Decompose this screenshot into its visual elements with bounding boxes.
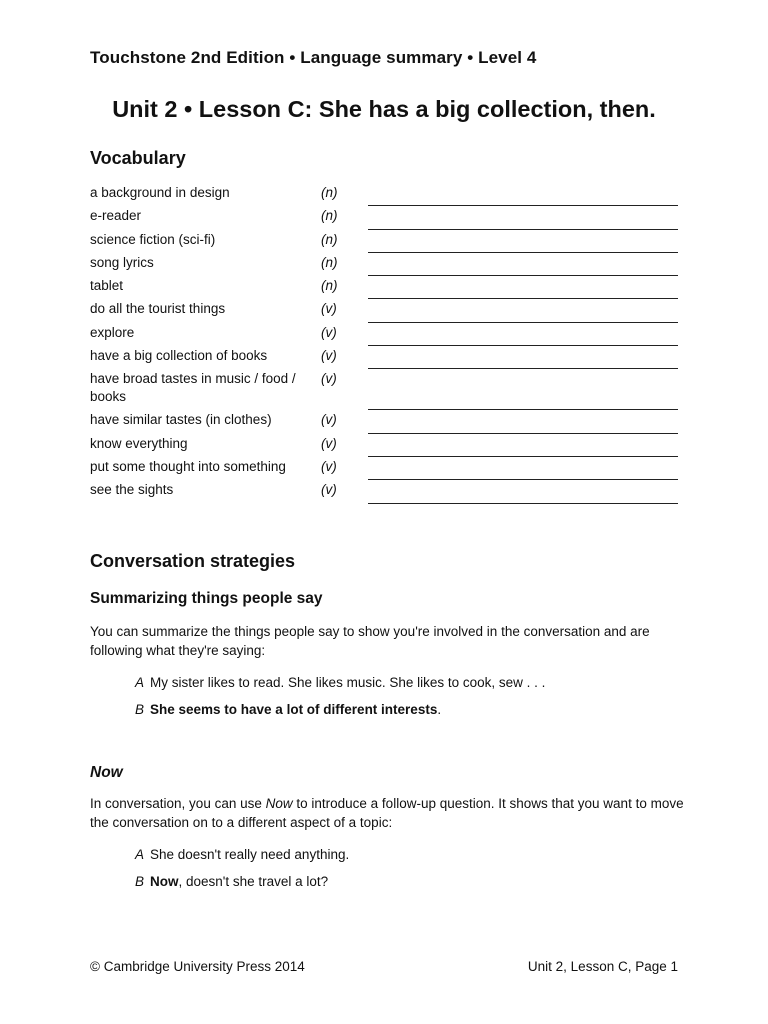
vocabulary-term: song lyrics <box>90 254 154 270</box>
vocabulary-row <box>90 411 690 434</box>
vocabulary-row <box>90 300 690 323</box>
summarizing-example-a <box>135 675 545 690</box>
part-of-speech: (v) <box>321 412 337 428</box>
vocabulary-term: have similar tastes (in clothes) <box>90 412 272 428</box>
answer-line[interactable] <box>368 479 678 480</box>
part-of-speech: (n) <box>321 185 338 200</box>
answer-line[interactable] <box>368 229 678 230</box>
part-of-speech: (v) <box>321 458 337 474</box>
vocabulary-term: see the sights <box>90 482 174 498</box>
now-heading: Now <box>90 764 123 781</box>
vocabulary-term: explore <box>90 324 135 340</box>
example-text: My sister likes to read. She likes music. She likes to cook, sew . . . <box>150 675 546 690</box>
example-text: She doesn't really need anything. <box>150 847 350 862</box>
vocabulary-term: have a big collection of books <box>90 348 268 364</box>
speaker-label: B <box>135 702 145 717</box>
vocabulary-term: tablet <box>90 278 124 294</box>
speaker-label: B <box>135 874 145 889</box>
example-text: , doesn't she travel a lot? <box>178 874 329 889</box>
now-description <box>90 794 690 832</box>
answer-line[interactable] <box>368 409 678 410</box>
answer-line[interactable] <box>368 252 678 253</box>
footer-copyright: © Cambridge University Press 2014 <box>90 959 305 974</box>
answer-line[interactable] <box>368 275 678 276</box>
vocabulary-term: a background in design <box>90 185 230 200</box>
answer-line[interactable] <box>368 205 678 206</box>
example-text: . <box>437 702 442 717</box>
vocabulary-term: do all the tourist things <box>90 301 226 317</box>
answer-line[interactable] <box>368 322 678 323</box>
now-example-b <box>135 874 328 889</box>
vocabulary-row <box>90 231 690 254</box>
now-desc-italic: Now <box>265 796 293 811</box>
summarizing-example-b <box>135 702 441 717</box>
page-title: Unit 2 • Lesson C: She has a big collection, then. <box>112 96 656 122</box>
part-of-speech: (v) <box>321 301 337 317</box>
vocabulary-row <box>90 324 690 347</box>
speaker-label: A <box>135 847 145 862</box>
summarizing-description: You can summarize the things people say to show you're involved in the conversation and are following what they're saying: <box>90 624 650 658</box>
vocabulary-row <box>90 254 690 277</box>
vocabulary-term: science fiction (sci-fi) <box>90 231 216 247</box>
vocabulary-row <box>90 370 690 411</box>
part-of-speech: (v) <box>321 348 337 364</box>
footer-page-info: Unit 2, Lesson C, Page 1 <box>527 959 678 974</box>
example-bold-text: Now <box>150 874 179 889</box>
now-desc-after: to introduce a follow-up question. It shows that you want to move the conversation on to a different aspect of a topic: <box>90 796 684 830</box>
part-of-speech: (n) <box>321 278 338 294</box>
answer-line[interactable] <box>368 298 678 299</box>
vocabulary-row <box>90 184 690 207</box>
part-of-speech: (v) <box>321 482 337 498</box>
speaker-label: A <box>135 675 145 690</box>
answer-line[interactable] <box>368 433 678 434</box>
answer-line[interactable] <box>368 368 678 369</box>
vocabulary-row <box>90 435 690 458</box>
part-of-speech: (v) <box>321 435 337 451</box>
part-of-speech: (v) <box>321 371 337 387</box>
now-example-a <box>135 847 349 862</box>
series-header: Touchstone 2nd Edition • Language summary • Level 4 <box>90 48 537 67</box>
answer-line[interactable] <box>368 503 678 504</box>
vocabulary-term: have broad tastes in music / food / books <box>90 371 296 405</box>
part-of-speech: (v) <box>321 324 337 340</box>
part-of-speech: (n) <box>321 231 338 247</box>
vocabulary-row <box>90 347 690 370</box>
vocabulary-row <box>90 207 690 230</box>
summarizing-heading: Summarizing things people say <box>90 590 323 607</box>
vocabulary-list <box>90 184 690 505</box>
example-bold-text: She seems to have a lot of different interests <box>150 702 438 717</box>
vocabulary-row <box>90 481 690 504</box>
vocabulary-term: know everything <box>90 435 188 451</box>
vocabulary-row <box>90 277 690 300</box>
vocabulary-term: put some thought into something <box>90 458 286 474</box>
now-desc-before: In conversation, you can use <box>90 796 266 811</box>
vocabulary-term: e-reader <box>90 208 142 224</box>
vocabulary-heading: Vocabulary <box>90 148 186 168</box>
part-of-speech: (n) <box>321 208 338 224</box>
part-of-speech: (n) <box>321 254 338 270</box>
answer-line[interactable] <box>368 456 678 457</box>
conversation-strategies-heading: Conversation strategies <box>90 551 296 571</box>
vocabulary-row <box>90 458 690 481</box>
answer-line[interactable] <box>368 345 678 346</box>
